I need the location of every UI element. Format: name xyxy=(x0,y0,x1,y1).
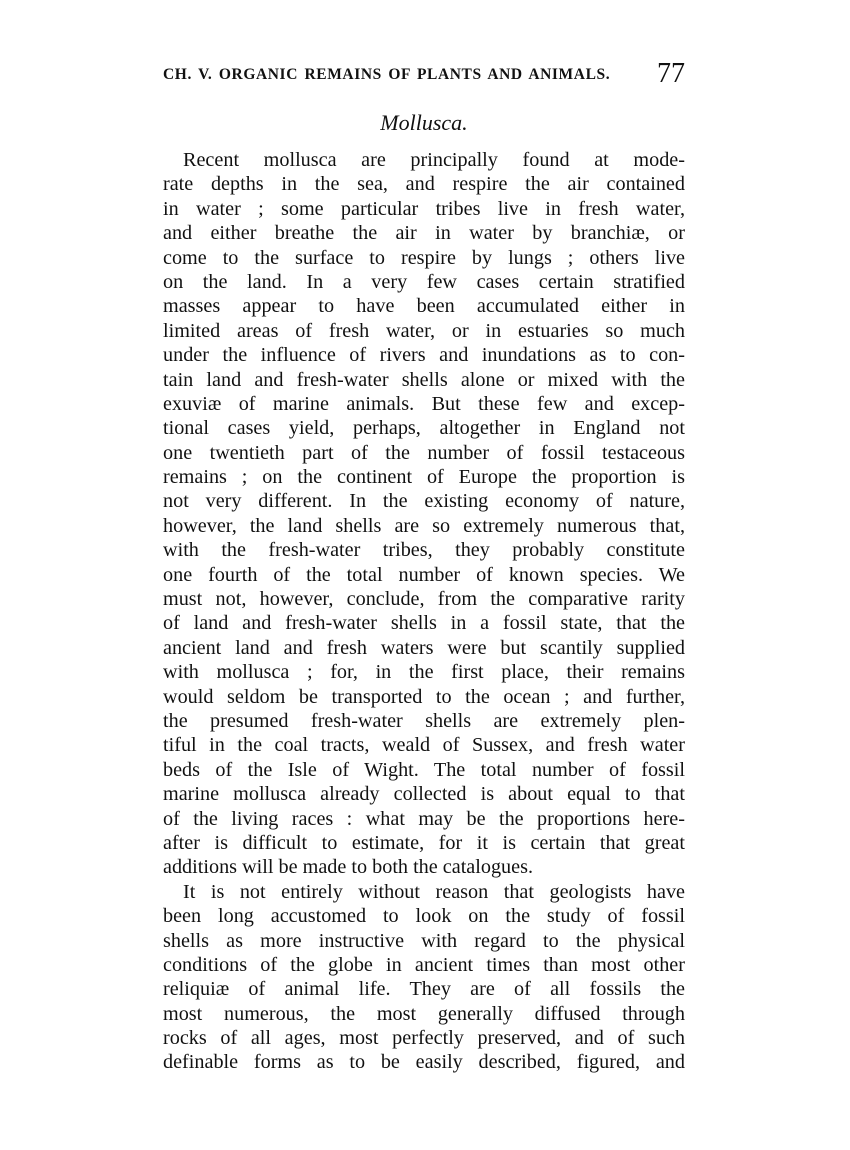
text-line: It is not entirely without reason that geologists have xyxy=(183,880,685,903)
text-line: remains ; on the continent of Europe the proportion is xyxy=(163,466,685,489)
text-line: been long accustomed to look on the study of fossil xyxy=(163,905,685,928)
text-line: not very different. In the existing economy of nature, xyxy=(163,490,685,513)
text-line: definable forms as to be easily described, figured, and xyxy=(163,1051,685,1074)
text-line: most numerous, the most generally diffused through xyxy=(163,1002,685,1025)
text-line: of the living races : what may be the proportions here- xyxy=(163,807,685,830)
section-heading: Mollusca. xyxy=(380,110,468,135)
chapter-title: CH. V. ORGANIC REMAINS OF PLANTS AND ANIMALS. xyxy=(163,66,611,83)
text-line: additions will be made to both the catalogues. xyxy=(163,856,534,879)
page-number: 77 xyxy=(657,58,685,89)
text-line: beds of the Isle of Wight. The total number of fossil xyxy=(163,758,685,781)
paragraph xyxy=(163,148,685,880)
text-line: would seldom be transported to the ocean ; and further, xyxy=(163,685,685,708)
text-line: one twentieth part of the number of fossil testaceous xyxy=(163,441,685,464)
text-line: must not, however, conclude, from the comparative rarity xyxy=(163,588,685,611)
text-line: limited areas of fresh water, or in estuaries so much xyxy=(163,319,685,342)
text-line: and either breathe the air in water by branchiæ, or xyxy=(163,222,685,245)
body-text xyxy=(163,148,685,1075)
text-line: tain land and fresh-water shells alone or mixed with the xyxy=(163,368,685,391)
text-line: conditions of the globe in ancient times than most other xyxy=(163,953,685,976)
text-line: one fourth of the total number of known species. We xyxy=(163,563,685,586)
text-line: of land and fresh-water shells in a fossil state, that the xyxy=(163,612,685,635)
text-line: Recent mollusca are principally found at mode- xyxy=(183,149,685,171)
text-line: however, the land shells are so extremely numerous that, xyxy=(163,514,685,537)
text-line: tional cases yield, perhaps, altogether in England not xyxy=(163,417,685,440)
text-line: masses appear to have been accumulated either in xyxy=(163,295,685,318)
paragraph xyxy=(163,880,685,1075)
text-line: marine mollusca already collected is about equal to that xyxy=(163,783,685,806)
text-line: rate depths in the sea, and respire the air contained xyxy=(163,173,685,196)
text-line: with the fresh-water tribes, they probably constitute xyxy=(163,539,685,562)
running-head xyxy=(163,58,685,92)
text-line: the presumed fresh-water shells are extremely plen- xyxy=(163,709,685,732)
text-line: exuviæ of marine animals. But these few and excep- xyxy=(163,392,685,415)
text-line: ancient land and fresh waters were but scantily supplied xyxy=(163,636,685,659)
text-line: reliquiæ of animal life. They are of all fossils the xyxy=(163,978,685,1001)
text-line: after is difficult to estimate, for it is certain that great xyxy=(163,831,685,854)
text-line: with mollusca ; for, in the first place, their remains xyxy=(163,661,685,684)
text-line: on the land. In a very few cases certain stratified xyxy=(163,270,685,293)
text-line: come to the surface to respire by lungs ; others live xyxy=(163,246,685,269)
text-line: rocks of all ages, most perfectly preserved, and of such xyxy=(163,1027,685,1050)
text-line: under the influence of rivers and inundations as to con- xyxy=(163,344,685,367)
text-line: in water ; some particular tribes live in fresh water, xyxy=(163,197,685,220)
text-line: tiful in the coal tracts, weald of Sussex, and fresh water xyxy=(163,734,685,757)
text-line: shells as more instructive with regard to the physical xyxy=(163,929,685,952)
